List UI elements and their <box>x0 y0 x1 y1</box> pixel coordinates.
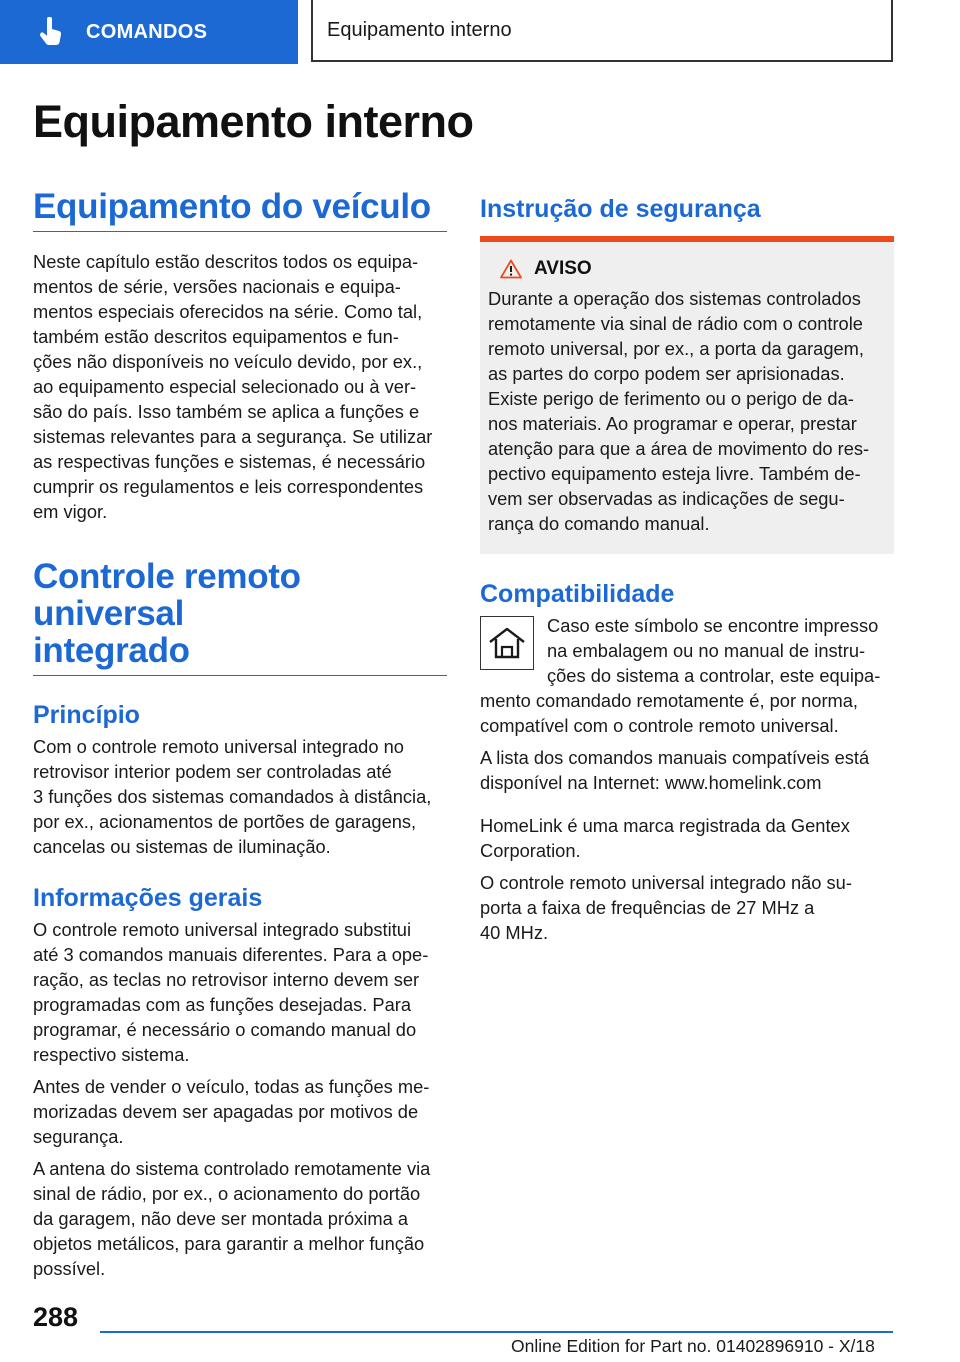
compat-list-text: A lista dos comandos manuais compatíveis está disponível na Internet: www.homelink.com <box>480 747 870 793</box>
compat-text: mento comandado remotamente é, por norma, compatível com o controle remoto universal. <box>480 690 859 736</box>
frequency-text: O controle remoto universal integrado não su- porta a faixa de frequências de 27 MHz a 40 MHz. <box>480 872 852 943</box>
heading-general-info: Informações gerais <box>33 884 263 912</box>
homelink-text: HomeLink é uma marca registrada da Gentex Corporation. <box>480 815 850 861</box>
right-column <box>480 188 894 945</box>
heading-principle: Princípio <box>33 701 140 729</box>
footer-rule <box>100 1331 893 1333</box>
finger-touch-icon <box>38 17 64 47</box>
page-number: 288 <box>33 1302 79 1332</box>
heading-safety: Instrução de segurança <box>480 195 761 223</box>
chapter-tab[interactable] <box>0 0 298 64</box>
compat-side-text: Caso este símbolo se encontre impresso na embalagem ou no manual de instru- ções do sistema a controlar, este equipa- <box>547 615 881 686</box>
heading-compatibility: Compatibilidade <box>480 580 675 608</box>
home-garage-icon <box>480 616 534 670</box>
section-header-label: Equipamento interno <box>327 18 512 41</box>
vehicle-paragraph: Neste capítulo estão descritos todos os equipa- mentos de série, versões nacionais e equipa- mentos especiais oferecidos na série. Como tal, também estão descritos equipamentos e fun- ções não disponíveis no veículo devido, por ex., ao equipamento especial selecionado ou à ver- são do país. Isso também se aplica a funções e sistemas relevantes para a segurança. Se utilizar as respectivas funções e sistemas, é necessário cumprir os regulamentos e leis correspondentes em vigor. <box>33 251 433 522</box>
section-header <box>311 0 893 62</box>
general-paragraph-3: A antena do sistema controlado remotamente via sinal de rádio, por ex., o acionamento do portão da garagem, não deve ser montada próxima a objetos metálicos, para garantir a melhor função possível. <box>33 1158 431 1279</box>
general-paragraph-2: Antes de vender o veículo, todas as funções me- morizadas devem ser apagadas por motivos de segurança. <box>33 1076 430 1147</box>
warning-header <box>500 258 886 280</box>
warning-triangle-icon <box>500 259 522 279</box>
page-title: Equipamento interno <box>33 96 474 147</box>
principle-paragraph: Com o controle remoto universal integrado no retrovisor interior podem ser controladas até 3 funções dos sistemas comandados à distância, por ex., acionamentos de portões de garagens, cancelas ou sistemas de iluminação. <box>33 736 432 857</box>
compat-block <box>480 613 894 688</box>
general-paragraph-1: O controle remoto universal integrado substitui até 3 comandos manuais diferentes. Para a ope- ração, as teclas no retrovisor interno devem ser programadas com as funções desejadas. Para programar, é necessário o comando manual do respectivo sistema. <box>33 919 429 1065</box>
warning-label: AVISO <box>534 258 592 279</box>
left-column <box>33 188 447 1281</box>
heading-vehicle-equipment: Equipamento do veículo <box>33 188 447 232</box>
heading-universal-remote: Controle remoto universal integrado <box>33 558 447 676</box>
warning-box <box>480 242 894 554</box>
warning-text: Durante a operação dos sistemas controlados remotamente via sinal de rádio com o controle remoto universal, por ex., a porta da garagem, as partes do corpo podem ser aprisionadas. Existe perigo de ferimento ou o perigo de da- nos materiais. Ao programar e operar, prestar atenção para que a área de movimento do res- pectivo equipamento esteja livre. Também de- vem ser observadas as indicações de segu- rança do comando manual. <box>488 288 870 534</box>
chapter-tab-label: COMANDOS <box>86 20 208 43</box>
footer-edition: Online Edition for Part no. 01402896910 - X/18 <box>511 1336 875 1356</box>
